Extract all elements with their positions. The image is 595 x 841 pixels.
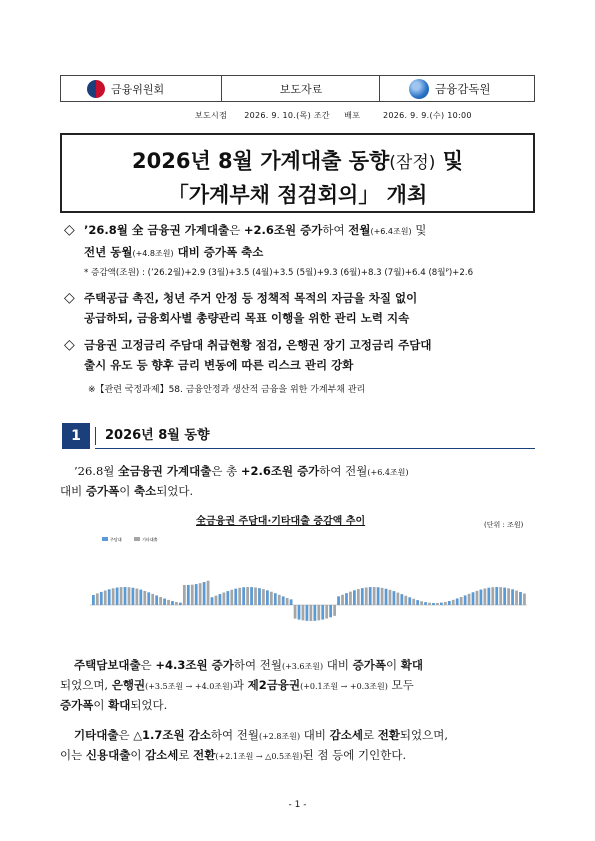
chart-bar (377, 587, 380, 605)
release-info: 보도시점 2026. 9. 10.(목) 조간 배포 2026. 9. 9.(수) 10:00 (195, 111, 472, 120)
chart-bar (361, 588, 364, 605)
chart-bar (432, 603, 435, 605)
increase-note: * 증감액(조원) : (’26.2월)+2.9 (3월)+3.5 (4월)+3.5 (5월)+9.3 (6월)+8.3 (7월)+6.4 (8월ᴾ)+2.6 (84, 268, 474, 278)
chart-bar (412, 599, 415, 605)
chart-bar (373, 587, 376, 605)
chart-title: 全금융권 주담대·기타대출 증감액 추이 (196, 516, 366, 527)
chart-bar (266, 590, 269, 605)
chart-legend (102, 536, 158, 542)
chart-bar (147, 592, 150, 605)
chart-bar (369, 587, 372, 605)
chart-bar (317, 605, 320, 620)
chart-bar (393, 591, 396, 605)
chart-bar (341, 595, 344, 605)
fsc-logo-icon (87, 80, 105, 98)
chart-bar (337, 596, 340, 605)
chart-bar (460, 597, 463, 605)
chart-bar (476, 591, 479, 605)
chart-bar (155, 595, 158, 605)
chart-bar (238, 588, 241, 605)
title-box (60, 133, 535, 213)
chart-bar (294, 605, 297, 619)
chart-bar (286, 598, 289, 605)
chart-bar (310, 605, 313, 621)
chart-bar (495, 587, 498, 605)
chart-bar (511, 589, 514, 605)
chart-bar (219, 594, 222, 605)
chart-bar (128, 587, 131, 605)
chart-bar (345, 593, 348, 605)
fsc-org-name: 금융위원회 (111, 83, 165, 96)
chart-bar (151, 594, 154, 605)
chart-bar (230, 590, 233, 605)
chart-bar (171, 601, 174, 605)
chart-bar (397, 593, 400, 605)
chart-bar (428, 603, 431, 605)
chart-bar (321, 605, 324, 620)
section-title: 2026년 8월 동향 (95, 423, 535, 449)
paragraph-3: 기타대출은 △1.7조원 감소하여 전월(+2.8조원) 대비 감소세로 전환되었으며, 이는 신용대출이 감소세로 전환(+2.1조원 → △0.5조원)된 점 등에 기인한다. (60, 728, 449, 762)
bullet-1: ◇ ’26.8월 全 금융권 가계대출은 +2.6조원 증가하여 전월(+6.4조원) 및 전년 동월(+4.8조원) 대비 증가폭 축소 (64, 222, 427, 259)
chart-bar (487, 588, 490, 605)
chart-bar (400, 594, 403, 605)
chart-bar (444, 602, 447, 605)
chart-bar (357, 589, 360, 605)
chart-bar (183, 585, 186, 605)
chart-bar (507, 588, 510, 605)
legend-label-mortgage: 주담대 (110, 537, 122, 542)
paragraph-1: ’26.8월 全금융권 가계대출은 총 +2.6조원 증가하여 전월(+6.4조원) 대비 증가폭이 축소되었다. (60, 464, 409, 498)
chart-bar (349, 592, 352, 605)
chart-bar (456, 598, 459, 605)
chart-bar (333, 605, 336, 616)
chart-unit: (단위 : 조원) (484, 521, 524, 529)
chart-bar (499, 587, 502, 605)
chart-bar (163, 599, 166, 605)
chart-bar (211, 597, 214, 605)
page-number: - 1 - (288, 800, 307, 810)
chart-bar (404, 596, 407, 605)
chart-bar (139, 590, 142, 605)
chart-bar (191, 585, 194, 605)
chart-bar (159, 597, 162, 605)
chart-bar (480, 590, 483, 605)
chart-bar (408, 597, 411, 605)
chart-bar (503, 588, 506, 605)
chart-bar (424, 602, 427, 605)
chart-bar (179, 603, 182, 605)
chart-bar (278, 595, 281, 605)
chart-bar (136, 589, 139, 605)
chart-bar (381, 588, 384, 605)
chart-bar (262, 589, 265, 605)
policy-task-note: ※【관련 국정과제】58. 금융안정과 생산적 금융을 위한 가계부채 관리 (88, 385, 366, 395)
chart-bar (468, 594, 471, 605)
chart-bar (306, 605, 309, 621)
chart-bar (226, 591, 229, 605)
chart-bar (100, 592, 103, 605)
chart-bar (234, 589, 237, 605)
chart-bar (215, 596, 218, 605)
bullet-2: ◇ 주택공급 촉진, 청년 주거 안정 등 정책적 목적의 자금을 차질 없이 공급하되, 금융회사별 총량관리 목표 이행을 위한 관리 노력 지속 (64, 290, 418, 325)
chart-bar (484, 588, 487, 605)
chart-bar (282, 596, 285, 605)
press-release-label: 보도자료 (279, 83, 323, 96)
chart-bar (175, 602, 178, 605)
chart-bar (187, 585, 190, 605)
legend-label-other: 기타대출 (142, 537, 158, 542)
chart-bar (389, 590, 392, 605)
chart-bar (385, 589, 388, 605)
chart-bar (491, 587, 494, 605)
bullet-3: ◇ 금융권 고정금리 주담대 취급현황 점검, 은행권 장기 고정금리 주담대 출시 유도 등 향후 금리 변동에 따른 리스크 관리 강화 (64, 337, 432, 372)
chart-bar (329, 605, 332, 617)
chart-bar (298, 605, 301, 620)
chart-bar (436, 603, 439, 605)
chart-bar (207, 581, 210, 605)
chart-bar (112, 588, 115, 605)
chart-bar (515, 591, 518, 605)
chart-bar (448, 601, 451, 605)
chart-bar (254, 587, 257, 605)
legend-swatch-other (134, 537, 140, 541)
paragraph-2: 주택담보대출은 +4.3조원 증가하여 전월(+3.6조원) 대비 증가폭이 확대 되었으며, 은행권(+3.5조원 → +4.0조원)과 제2금융권(+0.1조원 → +0.3조원) 모두 증가폭이 확대되었다. (60, 658, 423, 712)
chart-bar (92, 595, 95, 605)
chart-bar (242, 587, 245, 605)
legend-swatch-mortgage (102, 537, 108, 541)
chart-bar (416, 600, 419, 605)
chart-bar (223, 593, 226, 605)
chart-bar (258, 588, 261, 605)
chart-bar (246, 587, 249, 605)
chart-bar (440, 603, 443, 605)
chart-bar (143, 591, 146, 605)
chart-bar (270, 592, 273, 605)
chart-bar (199, 583, 202, 605)
fss-logo-icon (409, 79, 429, 99)
chart-bar (353, 590, 356, 605)
chart-bar (472, 592, 475, 605)
chart-bar (116, 588, 119, 605)
chart-bars (92, 581, 526, 621)
fss-org-name: 금융감독원 (435, 82, 491, 96)
chart-bar (203, 582, 206, 605)
chart-bar (313, 605, 316, 621)
chart-bar (519, 592, 522, 605)
chart-bar (464, 595, 467, 605)
chart-bar (290, 599, 293, 605)
chart-bar (250, 587, 253, 605)
chart-bar (124, 587, 127, 605)
chart-bar (120, 587, 123, 605)
page-title-line2: 「가계부채 점검회의」 개최 (167, 183, 428, 207)
chart-bar (132, 588, 135, 605)
chart-bar (452, 600, 455, 605)
chart-bar (420, 601, 423, 605)
chart-bar (523, 593, 526, 605)
chart-bar (195, 584, 198, 605)
header-box (60, 75, 535, 102)
chart-bar (167, 600, 170, 605)
chart-bar (365, 587, 368, 605)
section-number: 1 (62, 423, 90, 449)
chart-bar (325, 605, 328, 619)
chart-area (72, 528, 532, 638)
chart-bar (302, 605, 305, 620)
chart-bar (108, 589, 111, 605)
chart-bar (104, 590, 107, 605)
chart-bar (274, 593, 277, 605)
chart-bar (96, 593, 99, 605)
page-title-line1: 2026년 8월 가계대출 동향(잠정) 및 (132, 149, 463, 173)
